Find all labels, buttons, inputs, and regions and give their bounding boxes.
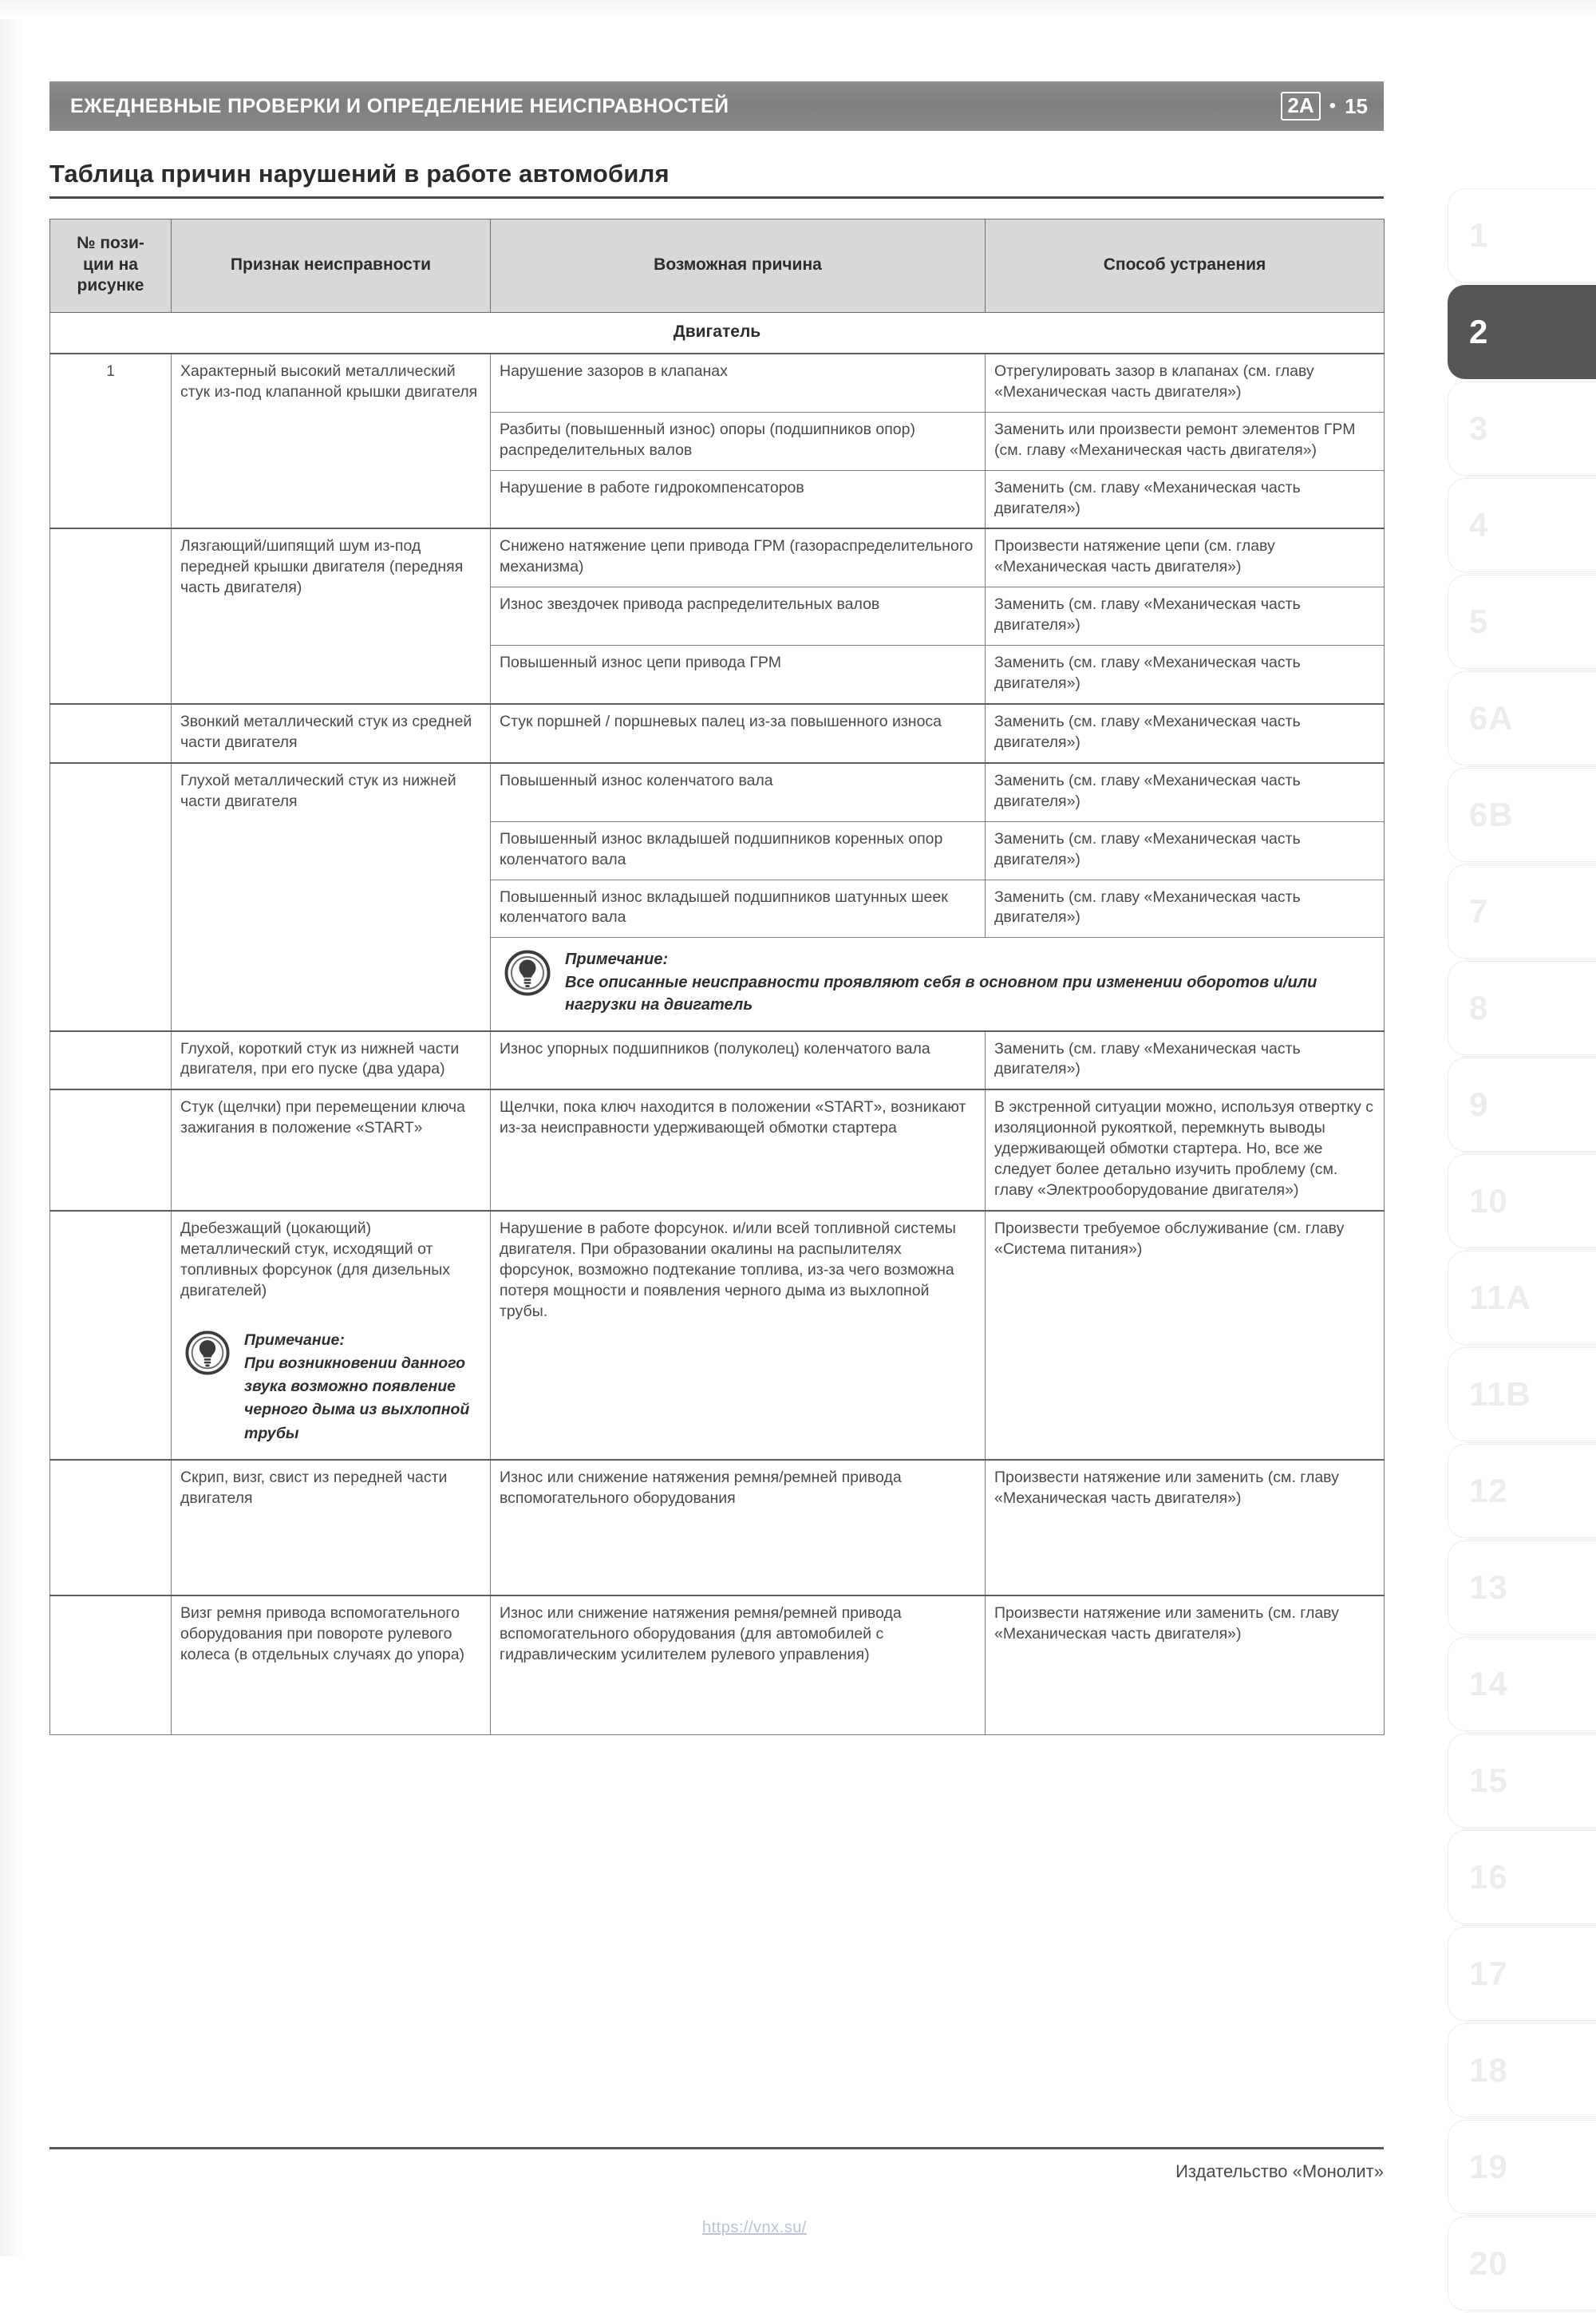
chapter-tab-label: 16	[1469, 1858, 1508, 1896]
cell-remedy: Произвести натяжение цепи (см. главу «Механическая часть двигателя»)	[986, 528, 1385, 587]
table-header	[50, 219, 1385, 313]
cell-position-number	[50, 1595, 172, 1735]
chapter-tab-label: 12	[1469, 1472, 1508, 1509]
cell-cause: Износ или снижение натяжения ремня/ремней привода вспомогательного оборудования (для автомобилей с гидравлическим усилителем рулевого управления)	[491, 1595, 986, 1735]
chapter-tab-18[interactable]	[1448, 2023, 1596, 2117]
chapter-tab-label: 14	[1469, 1665, 1508, 1702]
chapter-tab-label: 20	[1469, 2244, 1508, 2282]
chapter-tab-label: 15	[1469, 1761, 1508, 1799]
scan-edge-left	[0, 0, 24, 2256]
cell-symptom	[172, 1211, 491, 1460]
page-number: 15	[1345, 94, 1368, 118]
cell-symptom-text: Дребезжащий (цокающий) металлический стук, исходящий от топливных форсунок (для дизельных двигателей)	[180, 1219, 450, 1299]
chapter-tab-label: 9	[1469, 1085, 1489, 1123]
cell-position-number	[50, 1089, 172, 1211]
cell-position-number	[50, 763, 172, 1031]
cell-cause: Нарушение в работе гидрокомпенсаторов	[491, 470, 986, 528]
footer-publisher: Издательство «Монолит»	[1175, 2161, 1384, 2181]
cell-cause: Повышенный износ цепи привода ГРМ	[491, 646, 986, 704]
chapter-tab-label: 4	[1469, 506, 1489, 544]
footer-divider	[49, 2147, 1384, 2149]
chapter-tab-8[interactable]	[1448, 961, 1596, 1055]
table-body	[50, 313, 1385, 1735]
chapter-tab-label: 10	[1469, 1182, 1508, 1220]
footer-watermark-url: https://vnx.su/	[702, 2219, 807, 2236]
chapter-tab-label: 11A	[1469, 1279, 1531, 1316]
cell-position-number	[50, 1460, 172, 1595]
column-header-symptom: Признак неисправности	[172, 219, 491, 313]
cell-cause: Снижено натяжение цепи привода ГРМ (газораспределительного механизма)	[491, 528, 986, 587]
table-row	[50, 763, 1385, 821]
cell-cause: Стук поршней / поршневых палец из-за повышенного износа	[491, 704, 986, 763]
cell-symptom: Глухой, короткий стук из нижней части двигателя, при его пуске (два удара)	[172, 1031, 491, 1090]
table-row	[50, 528, 1385, 587]
chapter-tab-label: 6B	[1469, 796, 1514, 833]
cell-remedy: Заменить (см. главу «Механическая часть двигателя»)	[986, 587, 1385, 646]
chapter-badge: 2A	[1281, 92, 1320, 121]
cell-symptom: Визг ремня привода вспомогательного оборудования при повороте рулевого колеса (в отдельных случаях до упора)	[172, 1595, 491, 1735]
troubleshooting-table	[49, 219, 1385, 1735]
chapter-tab-16[interactable]	[1448, 1830, 1596, 1924]
header-line-1: № пози-	[77, 233, 144, 252]
header-line-3: рисунке	[77, 276, 144, 295]
column-header-position-number	[50, 219, 172, 313]
chapter-tab-13[interactable]	[1448, 1540, 1596, 1635]
chapter-tab-label: 3	[1469, 409, 1489, 447]
chapter-tab-12[interactable]	[1448, 1444, 1596, 1538]
cell-symptom: Звонкий металлический стук из средней части двигателя	[172, 704, 491, 763]
chapter-tab-15[interactable]	[1448, 1734, 1596, 1828]
chapter-tab-label: 13	[1469, 1568, 1508, 1606]
cell-cause: Разбиты (повышенный износ) опоры (подшипников опор) распределительных валов	[491, 412, 986, 470]
cell-remedy: Произвести натяжение или заменить (см. главу «Механическая часть двигателя»)	[986, 1460, 1385, 1595]
table-row	[50, 1211, 1385, 1460]
note-content	[244, 1329, 481, 1445]
chapter-tab-label: 1	[1469, 216, 1489, 254]
chapter-tab-3[interactable]	[1448, 382, 1596, 476]
cell-cause: Повышенный износ вкладышей подшипников коренных опор коленчатого вала	[491, 821, 986, 880]
cell-cause: Щелчки, пока ключ находится в положении «START», возникают из-за неисправности удерживающей обмотки стартера	[491, 1089, 986, 1211]
chapter-tab-17[interactable]	[1448, 1927, 1596, 2021]
chapter-tab-label: 2	[1469, 313, 1489, 350]
chapter-tab-2[interactable]	[1448, 285, 1596, 379]
lightbulb-icon	[185, 1330, 230, 1382]
chapter-tab-label: 17	[1469, 1955, 1508, 1992]
chapter-tab-14[interactable]	[1448, 1637, 1596, 1731]
note-content	[565, 948, 1375, 1016]
cell-symptom: Лязгающий/шипящий шум из-под передней крышки двигателя (передняя часть двигателя)	[172, 528, 491, 704]
chapter-tab-4[interactable]	[1448, 478, 1596, 572]
table-row	[50, 1031, 1385, 1090]
chapter-tab-11b[interactable]	[1448, 1347, 1596, 1441]
cell-note	[491, 938, 1385, 1031]
cell-cause: Нарушение в работе форсунок. и/или всей топливной системы двигателя. При образовании окалины на распылителях форсунок, возможно подтекание топлива, из-за чего возможна потеря мощности и появления черного дыма из выхлопной трубы.	[491, 1211, 986, 1460]
cell-cause: Повышенный износ коленчатого вала	[491, 763, 986, 821]
cell-remedy: Заменить (см. главу «Механическая часть двигателя»)	[986, 821, 1385, 880]
column-header-cause: Возможная причина	[491, 219, 986, 313]
cell-symptom: Стук (щелчки) при перемещении ключа зажигания в положение «START»	[172, 1089, 491, 1211]
table-header-row	[50, 219, 1385, 313]
note-text: Все описанные неисправности проявляют себя в основном при изменении оборотов и/или нагрузки на двигатель	[565, 973, 1317, 1014]
cell-cause: Износ звездочек привода распределительных валов	[491, 587, 986, 646]
page-header-title: ЕЖЕДНЕВНЫЕ ПРОВЕРКИ И ОПРЕДЕЛЕНИЕ НЕИСПРАВНОСТЕЙ	[70, 94, 729, 117]
chapter-tab-20[interactable]	[1448, 2216, 1596, 2311]
table-row	[50, 1460, 1385, 1595]
group-title-engine: Двигатель	[50, 313, 1385, 354]
cell-cause: Износ или снижение натяжения ремня/ремней привода вспомогательного оборудования	[491, 1460, 986, 1595]
cell-symptom: Глухой металлический стук из нижней части двигателя	[172, 763, 491, 1031]
chapter-tab-1[interactable]	[1448, 188, 1596, 283]
chapter-tab-label: 5	[1469, 603, 1489, 640]
chapter-tab-label: 18	[1469, 2051, 1508, 2089]
table-row	[50, 704, 1385, 763]
cell-remedy: Отрегулировать зазор в клапанах (см. главу «Механическая часть двигателя»)	[986, 354, 1385, 412]
cell-position-number: 1	[50, 354, 172, 529]
chapter-tab-5[interactable]	[1448, 575, 1596, 669]
note-title: Примечание:	[244, 1330, 345, 1349]
chapter-tab-label: 8	[1469, 989, 1489, 1026]
cell-position-number	[50, 1031, 172, 1090]
page-header-banner	[49, 81, 1384, 131]
chapter-tab-11a[interactable]	[1448, 1251, 1596, 1345]
cell-cause: Износ упорных подшипников (полуколец) коленчатого вала	[491, 1031, 986, 1090]
page-header-locator	[1281, 92, 1368, 121]
lightbulb-icon	[504, 950, 551, 1002]
chapter-tab-10[interactable]	[1448, 1154, 1596, 1248]
table-row	[50, 354, 1385, 412]
cell-cause: Повышенный износ вкладышей подшипников шатунных шеек коленчатого вала	[491, 880, 986, 938]
note-block	[500, 945, 1375, 1021]
section-title: Таблица причин нарушений в работе автомобиля	[49, 160, 670, 188]
cell-remedy: Заменить (см. главу «Механическая часть двигателя»)	[986, 704, 1385, 763]
header-separator-dot: •	[1329, 95, 1337, 117]
chapter-tab-label: 7	[1469, 892, 1489, 930]
cell-remedy: В экстренной ситуации можно, используя отвертку с изоляционной рукояткой, перемкнуть выводы удерживающей обмотки стартера. Но, все же следует более детально изучить проблему (см. главу «Электрооборудование двигателя»)	[986, 1089, 1385, 1211]
cell-position-number	[50, 1211, 172, 1460]
cell-remedy: Заменить (см. главу «Механическая часть двигателя»)	[986, 763, 1385, 821]
header-line-2: ции на	[83, 255, 138, 274]
cell-position-number	[50, 528, 172, 704]
cell-remedy: Произвести натяжение или заменить (см. главу «Механическая часть двигателя»)	[986, 1595, 1385, 1735]
cell-cause: Нарушение зазоров в клапанах	[491, 354, 986, 412]
chapter-tab-label: 6A	[1469, 699, 1514, 737]
table-row	[50, 1595, 1385, 1735]
scan-edge-top	[0, 0, 1596, 19]
cell-symptom: Характерный высокий металлический стук из-под клапанной крышки двигателя	[172, 354, 491, 529]
cell-remedy: Заменить (см. главу «Механическая часть двигателя»)	[986, 646, 1385, 704]
chapter-tab-6a[interactable]	[1448, 671, 1596, 765]
cell-remedy: Произвести требуемое обслуживание (см. главу «Система питания»)	[986, 1211, 1385, 1460]
section-divider	[49, 196, 1384, 199]
chapter-tab-index	[1448, 188, 1596, 2313]
chapter-tab-7[interactable]	[1448, 864, 1596, 959]
column-header-remedy: Способ устранения	[986, 219, 1385, 313]
note-block	[180, 1326, 481, 1450]
chapter-tab-label: 19	[1469, 2148, 1508, 2185]
table-group-row-engine	[50, 313, 1385, 354]
cell-symptom: Скрип, визг, свист из передней части двигателя	[172, 1460, 491, 1595]
cell-remedy: Заменить или произвести ремонт элементов ГРМ (см. главу «Механическая часть двигателя»)	[986, 412, 1385, 470]
chapter-tab-label: 11B	[1469, 1375, 1531, 1413]
table-row	[50, 1089, 1385, 1211]
cell-remedy: Заменить (см. главу «Механическая часть двигателя»)	[986, 470, 1385, 528]
chapter-tab-19[interactable]	[1448, 2120, 1596, 2214]
cell-remedy: Заменить (см. главу «Механическая часть двигателя»)	[986, 1031, 1385, 1090]
chapter-tab-6b[interactable]	[1448, 768, 1596, 862]
note-title: Примечание:	[565, 951, 669, 969]
note-text: При возникновении данного звука возможно появление черного дыма из выхлопной трубы	[244, 1354, 470, 1442]
chapter-tab-9[interactable]	[1448, 1058, 1596, 1152]
cell-remedy: Заменить (см. главу «Механическая часть двигателя»)	[986, 880, 1385, 938]
cell-position-number	[50, 704, 172, 763]
